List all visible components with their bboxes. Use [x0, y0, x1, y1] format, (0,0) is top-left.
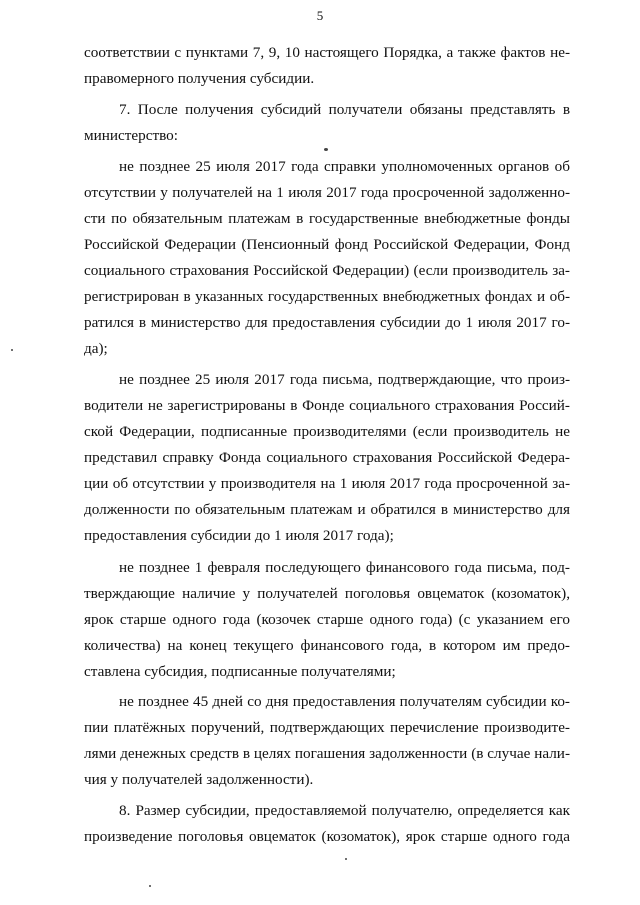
text-line: ставлена субсидия, подписанные получателями; [84, 663, 396, 680]
text-line: министерство: [84, 127, 178, 144]
text-line: предоставления субсидии до 1 июля 2017 года); [84, 527, 394, 544]
text-line: ской Федерации, подписанные производителями (если производитель не [84, 423, 570, 440]
text-line: да); [84, 340, 108, 357]
text-line: пии платёжных поручений, подтверждающих перечисление производите- [84, 719, 570, 736]
text-line: представил справку Фонда социального страхования Российской Федера- [84, 449, 570, 466]
scan-speck [345, 858, 347, 860]
text-line: тверждающие наличие у получателей поголовья овцематок (козоматок), [84, 585, 570, 602]
text-line: сти по обязательным платежам в государственные внебюджетные фонды [84, 210, 570, 227]
text-line: отсутствии у получателей на 1 июля 2017 года просроченной задолженно- [84, 184, 570, 201]
text-line: регистрирован в указанных государственных внебюджетных фондах и об- [84, 288, 570, 305]
text-line: не позднее 45 дней со дня предоставления получателям субсидии ко- [119, 693, 570, 710]
text-line: ярок старше одного года (козочек старше одного года) (с указанием его [84, 611, 570, 628]
text-line: произведение поголовья овцематок (козоматок), ярок старше одного года [84, 828, 570, 845]
text-line: Российской Федерации (Пенсионный фонд Российской Федерации, Фонд [84, 236, 570, 253]
text-line: соответствии с пунктами 7, 9, 10 настоящего Порядка, а также фактов не- [84, 44, 570, 61]
text-line: чия у получателей задолженности). [84, 771, 314, 788]
text-line: водители не зарегистрированы в Фонде социального страхования Россий- [84, 397, 570, 414]
text-line: правомерного получения субсидии. [84, 70, 315, 87]
text-line: 8. Размер субсидии, предоставляемой получателю, определяется как [119, 802, 570, 819]
text-line: лями денежных средств в целях погашения задолженности (в случае нали- [84, 745, 570, 762]
text-line: количества) на конец текущего финансового года, в котором им предо- [84, 637, 570, 654]
text-line: долженности по обязательным платежам и обратился в министерство для [84, 501, 570, 518]
text-line: не позднее 25 июля 2017 года письма, подтверждающие, что произ- [119, 371, 570, 388]
text-line: ции об отсутствии у производителя на 1 июля 2017 года просроченной за- [84, 475, 570, 492]
scan-speck [11, 349, 13, 351]
scan-speck [149, 885, 151, 887]
text-line: не позднее 1 февраля последующего финансового года письма, под- [119, 559, 570, 576]
text-line: социального страхования Российской Федерации) (если производитель за- [84, 262, 570, 279]
text-line: не позднее 25 июля 2017 года справки уполномоченных органов об [119, 158, 570, 175]
scan-speck [324, 148, 328, 151]
text-line: 7. После получения субсидий получатели обязаны представлять в [119, 101, 570, 118]
page-number: 5 [316, 8, 324, 23]
text-line: ратился в министерство для предоставления субсидии до 1 июля 2017 го- [84, 314, 570, 331]
